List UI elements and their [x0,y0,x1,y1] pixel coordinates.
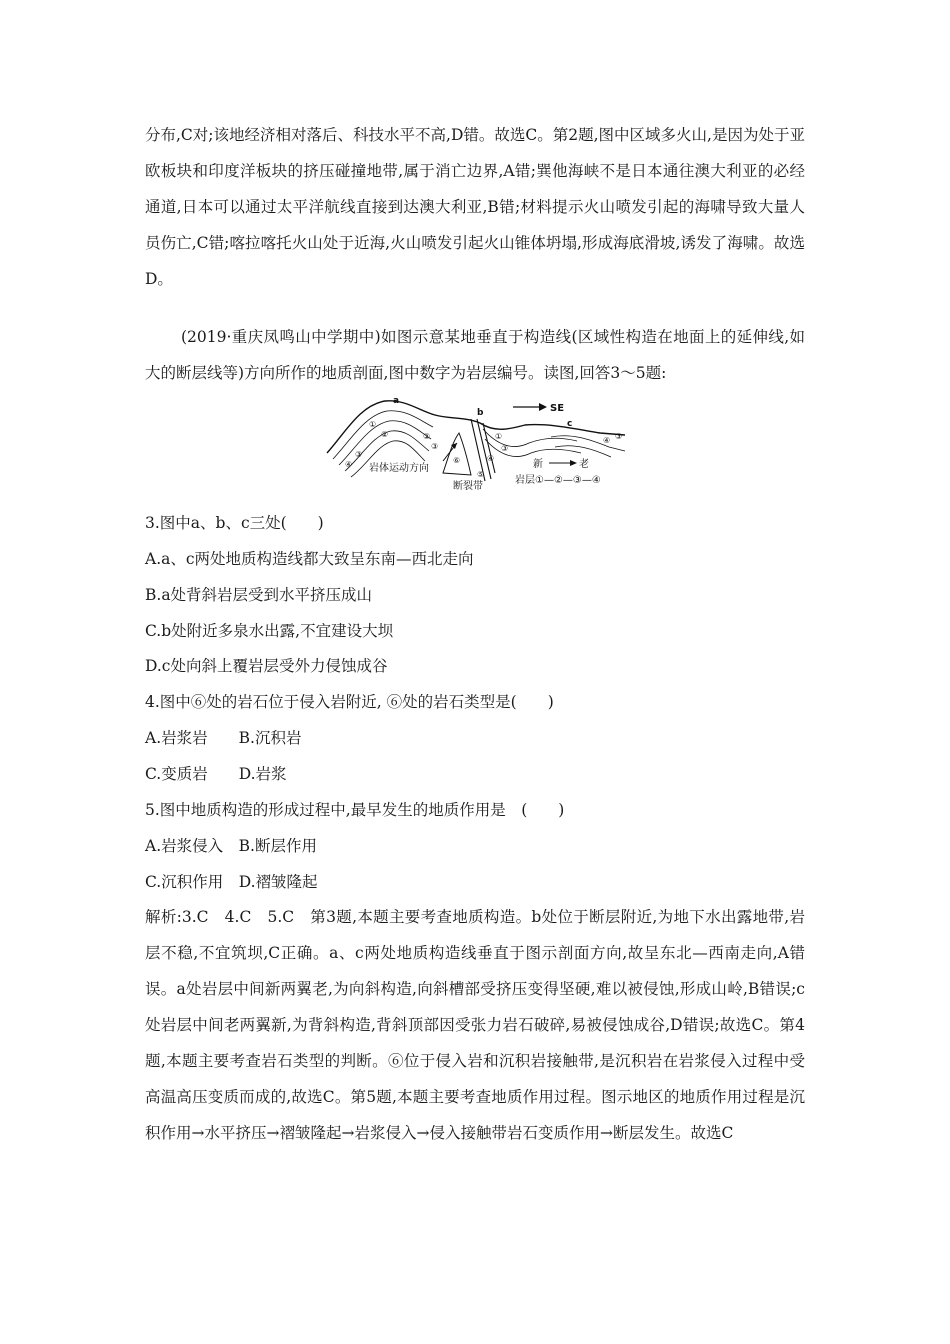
question-5-options-ab: A.岩浆侵入 B.断层作用 [145,837,317,855]
question-4-options-cd: C.变质岩 D.岩浆 [145,765,287,783]
question-4-options-ab: A.岩浆岩 B.沉积岩 [145,729,302,747]
question-5-stem: 5.图中地质构造的形成过程中,最早发生的地质作用是 ( ) [145,801,565,819]
layer-number: ⑥ [453,456,461,465]
label-c: c [567,419,573,429]
layer-number: ③ [355,450,363,459]
layer-number: ② [423,432,431,441]
question-3-stem: 3.图中a、b、c三处( ) [145,514,324,532]
legend-arrow-head [570,460,577,466]
geologic-cross-section-figure [325,393,631,493]
legend-old-label: 老 [579,459,589,470]
layer-number: ⑤ [477,470,485,479]
cross-section-svg [325,393,631,493]
question-3-option-d: D.c处向斜上覆岩层受外力侵蚀成谷 [145,657,388,675]
intrusion-body [443,433,471,475]
question-3-option-c: C.b处附近多泉水出露,不宜建设大坝 [145,622,394,640]
question-3-option-a: A.a、c两处地质构造线都大致呈东南—西北走向 [145,550,474,568]
question-5-options-cd: C.沉积作用 D.褶皱隆起 [145,873,318,891]
layer-number: ④ [345,460,353,469]
layer-number: ① [495,432,503,441]
fault-zone-label: 断裂带 [453,481,483,492]
question-4-stem: 4.图中⑥处的岩石位于侵入岩附近, ⑥处的岩石类型是( ) [145,693,554,711]
layer-number: ④ [603,436,611,445]
layer-number: ① [369,420,377,429]
question-stem-paragraph: (2019·重庆凤鸣山中学期中)如图示意某地垂直于构造线(区域性构造在地面上的延伸线,如大的断层线等)方向所作的地质剖面,图中数字为岩层编号。读图,回答3～5题: [145,328,805,382]
label-b: b [477,408,484,418]
intrusion-direction-label: 岩体运动方向 [369,463,429,474]
label-se: SE [550,403,565,414]
layer-number: ③ [615,432,623,441]
layer-number: ③ [501,444,509,453]
answer-analysis-paragraph: 解析:3.C 4.C 5.C 第3题,本题主要考查地质构造。b处位于断层附近,为地下水出露地带,岩层不稳,不宜筑坝,C正确。a、c两处地质构造线垂直于图示剖面方向,故呈东北—西南走向,A错误。a处岩层中间新两翼老,为向斜构造,向斜槽部受挤压变得坚硬,难以被侵蚀,形成山岭,B错误;c处岩层中间老两翼新,为背斜构造,背斜顶部因受张力岩石破碎,易被侵蚀成谷,D错误;故选C。第4题,本题主要考查岩石类型的判断。⑥位于侵入岩和沉积岩接触带,是沉积岩在岩浆侵入过程中受高温高压变质而成的,故选C。第5题,本题主要考查地质作用过程。图示地区的地质作用过程是沉积作用→水平挤压→褶皱隆起→岩浆侵入→侵入接触带岩石变质作用→断层发生。故选C [145,908,805,1142]
layer-number: ④ [487,454,495,463]
se-arrow-head [539,403,547,411]
legend-layers-label: 岩层①—②—③—④ [515,475,601,486]
layer-number: ② [381,430,389,439]
question-3-option-b: B.a处背斜岩层受到水平挤压成山 [145,586,373,604]
legend-new-label: 新 [533,459,543,470]
intro-analysis-paragraph: 分布,C对;该地经济相对落后、科技水平不高,D错。故选C。第2题,图中区域多火山,是因为处于亚欧板块和印度洋板块的挤压碰撞地带,属于消亡边界,A错;巽他海峡不是日本通往澳大利亚的必经通道,日本可以通过太平洋航线直接到达澳大利亚,B错;材料提示火山喷发引起的海啸导致大量人员伤亡,C错;喀拉喀托火山处于近海,火山喷发引起火山锥体坍塌,形成海底滑坡,诱发了海啸。故选D。 [145,126,805,288]
label-a: a [393,396,400,406]
layer-number: ③ [431,442,439,451]
